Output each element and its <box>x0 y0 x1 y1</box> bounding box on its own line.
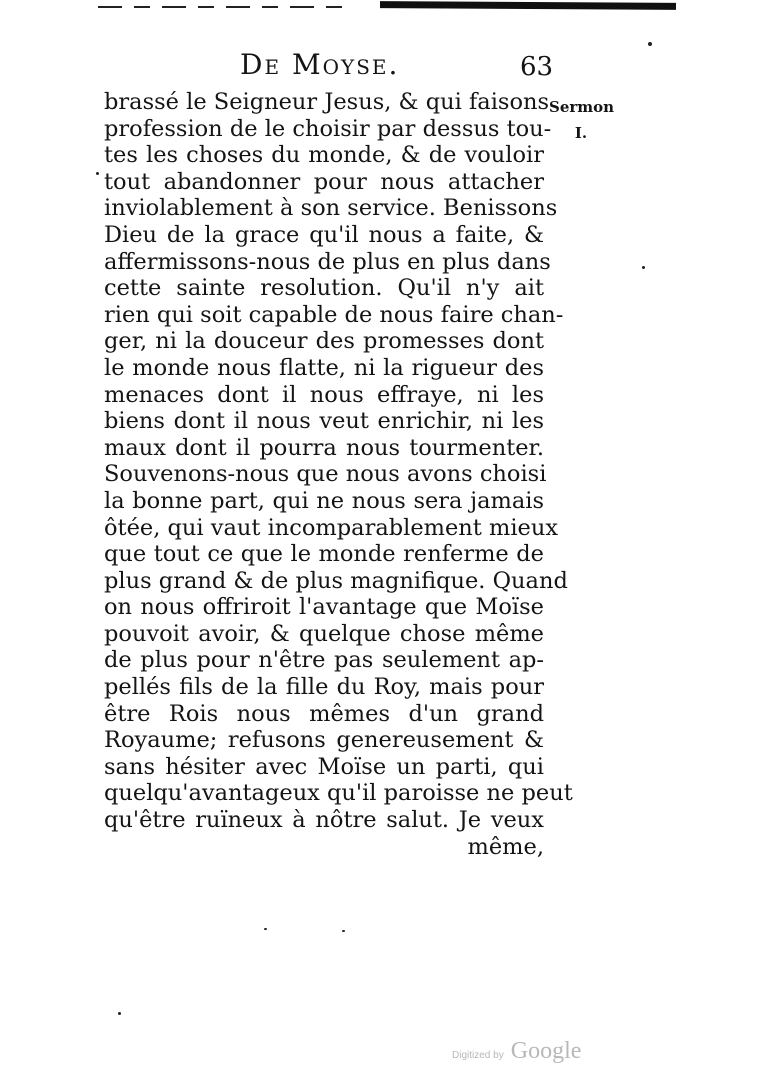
scan-edge-rule <box>380 1 676 10</box>
text-line: cette sainte resolution. Qu'il n'y ait <box>104 275 544 302</box>
text-line: profession de le choisir par dessus tou- <box>104 115 552 142</box>
catchword: même, <box>467 833 544 860</box>
scan-edge-rule-left <box>98 6 348 8</box>
marginal-note-label: Sermon <box>549 98 615 116</box>
text-line: tout abandonner pour nous attacher <box>104 168 544 195</box>
text-line: on nous offriroit l'avantage que Moïse <box>104 594 544 621</box>
text-line: que tout ce que le monde renferme de <box>104 541 544 568</box>
scan-speck <box>648 42 652 46</box>
page-number: 63 <box>520 52 554 82</box>
text-line: Dieu de la grace qu'il nous a faite, & <box>104 221 544 248</box>
text-line: maux dont il pourra nous tourmenter. <box>104 434 544 461</box>
text-line: Souvenons-nous que nous avons choisi <box>104 461 547 488</box>
text-line: tes les choses du monde, & de vouloir <box>104 142 544 169</box>
body-text <box>104 89 573 860</box>
text-line: brassé le Seigneur Jesus, & qui faisons <box>104 89 550 115</box>
text-line: Royaume; refusons genereusement & <box>104 727 544 754</box>
text-line: être Rois nous mêmes d'un grand <box>104 700 544 727</box>
scan-speck <box>96 172 99 175</box>
text-line: ger, ni la douceur des promesses dont <box>104 328 544 355</box>
marginal-note-number: I. <box>574 124 588 142</box>
text-line: pouvoit avoir, & quelque chose même <box>104 620 544 647</box>
scan-speck <box>264 928 267 930</box>
marginal-note <box>549 94 613 146</box>
text-line: biens dont il nous veut enrichir, ni les <box>104 408 544 435</box>
text-line: sans hésiter avec Moïse un parti, qui <box>104 753 544 780</box>
text-line: plus grand & de plus magnifique. Quand <box>104 567 568 594</box>
scan-speck <box>118 1012 121 1015</box>
text-line: de plus pour n'être pas seulement ap- <box>104 647 544 674</box>
text-line: le monde nous flatte, ni la rigueur des <box>104 354 544 381</box>
digitized-by-label: Digitized by <box>452 1050 504 1061</box>
scan-speck <box>642 266 645 269</box>
scan-speck <box>342 930 345 932</box>
text-line: menaces dont il nous effraye, ni les <box>104 381 544 408</box>
text-line: pellés fils de la fille du Roy, mais pour <box>104 674 544 701</box>
text-line: affermissons-nous de plus en plus dans <box>104 248 551 275</box>
text-line: la bonne part, qui ne nous sera jamais <box>104 487 544 514</box>
running-head: De Moyse. <box>240 48 400 81</box>
text-line: rien qui soit capable de nous faire chan- <box>104 301 564 328</box>
text-line: inviolablement à son service. Benissons <box>104 195 558 222</box>
digitized-by-google-watermark <box>452 1038 581 1065</box>
text-line: quelqu'avantageux qu'il paroisse ne peut <box>104 780 573 807</box>
google-wordmark: Google <box>510 1038 582 1064</box>
text-line: ôtée, qui vaut incomparablement mieux <box>104 514 559 541</box>
text-line: qu'être ruïneux à nôtre salut. Je veux <box>104 807 544 834</box>
